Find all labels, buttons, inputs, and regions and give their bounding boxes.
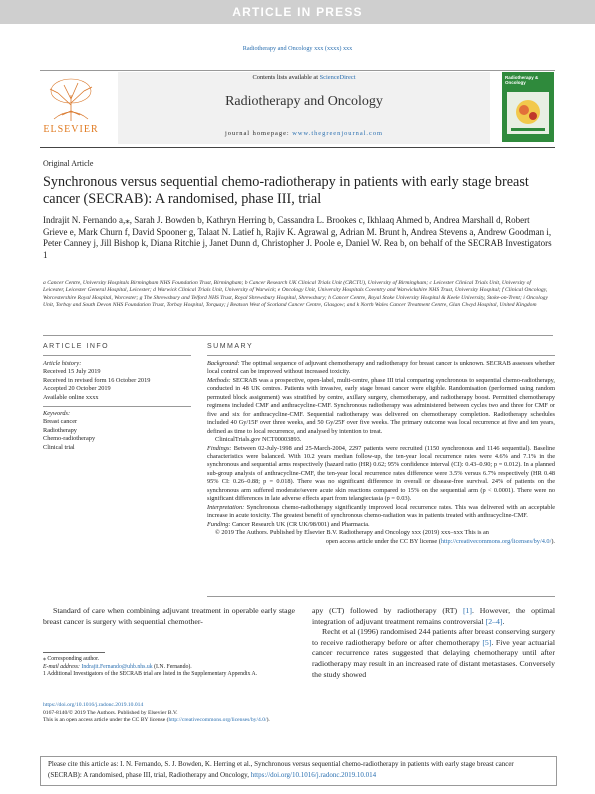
- summary-findings: Findings: Between 02-July-1998 and 25-March-2004, 2297 patients were recruited (1150 synchronous and 1146 sequential). Baseline characteristics were balanced. With 10.2 years median follow-up, the ten-year local recurrence rates were 4.6% and 7.1% in the synchronous and sequential arms respectively (hazard ratio (HR) 0.62; 95% confidence interval (CI): 0.43–0.90; p = 0.012). In a planned sub-group analysis of anthracycline-CMF, the ten-year local recurrence rates difference were 3.5% versus 6.7% respectively (HR 0.48 95% CI: 0.26–0.88; p = 0.018). There was no significant difference in overall or disease-free survival. 24% of patients on the synchronous arm suffered moderate/severe acute skin reactions compared to 15% on the sequential arm (p < 0.0001). There were no significant differences in late adverse effects apart from telangiectasia (p = 0.03).: [207, 444, 555, 503]
- article-type: Original Article: [43, 159, 94, 168]
- body-paragraph: Recht et al (1996) randomised 244 patients after breast conserving surgery to receive radiotherapy before or after chemotherapy [5]. Five year actuarial cancer recurrence rates suggested that delaying chemotherapy until after radiotherapy may result in an increased rate of distant metastases. Conversely the study showed: [312, 627, 555, 679]
- header-top-rule: [40, 70, 555, 71]
- cover-title: Radiotherapy & Oncology: [505, 75, 539, 85]
- article-info-rule: [43, 355, 191, 356]
- email-note: E-mail address: Indrajit.Fernando@uhb.nhs.uk (I.N. Fernando).: [43, 663, 192, 670]
- history-item: Received 15 July 2019: [43, 368, 101, 376]
- footnotes: [43, 656, 295, 679]
- cc-license-link[interactable]: http://creativecommons.org/licenses/by/4.0/: [168, 717, 267, 724]
- summary-bottom-rule: [207, 596, 555, 597]
- keywords-label: Keywords:: [43, 410, 71, 417]
- journal-reference-link[interactable]: Radiotherapy and Oncology xxx (xxxx) xxx: [242, 45, 353, 52]
- author-list: Indrajit N. Fernando a,⁎, Sarah J. Bowden b, Kathryn Herring b, Cassandra L. Brookes c, Ikhlaaq Ahmed b, Andrea Marshall d, Robert Grieve e, Mark Churn f, David Spooner g, Talaat N. Latief h, Rajiv K. Agrawal g, Adrian M. Brunt h, Andrea Stevens a, Andrew Goodman i, Peter Canney j, Jill Bishop k, Diana Ritchie j, Janet Dunn d, Christopher J. Poole e, Daniel W. Rea b, on behalf of the SECRAB Investigators 1: [43, 215, 552, 260]
- affiliations-rule: [43, 335, 553, 336]
- reference-link[interactable]: [1]: [462, 606, 473, 615]
- summary-funding: Funding: Cancer Research UK (CR UK/98/001) and Pharmacia.: [207, 520, 370, 528]
- article-in-press-banner: ARTICLE IN PRESS: [0, 0, 595, 24]
- header-bottom-rule: [40, 147, 555, 148]
- reference-link[interactable]: [5]: [482, 637, 492, 647]
- citation-doi-link[interactable]: https://doi.org/10.1016/j.radonc.2019.10.014: [250, 770, 377, 779]
- summary-registration: ClinicalTrials.gov NCT00003893.: [215, 436, 302, 444]
- article-title: Synchronous versus sequential chemo-radiotherapy in patients with early stage breast cancer (SECRAB): A randomised, phase III, trial: [43, 174, 529, 207]
- investigators-note: 1 Additional Investigators of the SECRAB trial are listed in the Supplementary Appendix A.: [43, 671, 258, 678]
- doi-link[interactable]: https://doi.org/10.1016/j.radonc.2019.10.014: [43, 702, 144, 708]
- corresponding-author-note: ⁎ Corresponding author.: [43, 656, 100, 662]
- cover-artwork: [507, 92, 549, 134]
- journal-homepage-line: journal homepage: www.thegreenjournal.com: [224, 130, 384, 137]
- article-history: [43, 360, 191, 402]
- publication-info: [43, 702, 343, 725]
- footnote-rule: [43, 652, 105, 653]
- history-label: Article history:: [43, 360, 82, 367]
- summary-methods: Methods: SECRAB was a prospective, open-label, multi-centre, phase III trial comparing synchronous to sequential chemo-radiotherapy, conducted in 48 UK centres. Patients with invasive, early stage breast cancer were eligible. Randomisation (performed using random permuted block assignment) was stratified by centre, axillary surgery, chemotherapy, and radiotherapy boost. Permitted chemotherapy regimens included CMF and anthracycline-CMF. Synchronous radiotherapy was administered between cycles two and three for CMF or five and six for anthracycline-CMF. Sequential radiotherapy was delivered on chemotherapy completion. Radiotherapy schedules included 40 Gy/15F over three weeks, and 50 Gy/25F over five weeks. The primary outcome was local recurrence at five and ten years, defined as time to local recurrence, and analysed by intention to treat.: [207, 376, 555, 435]
- cc-by-license-link[interactable]: http://creativecommons.org/licenses/by/4.0/: [440, 537, 552, 545]
- keywords-rule: [43, 406, 191, 407]
- summary-rule: [207, 355, 555, 356]
- keyword: Clinical trial: [43, 443, 75, 451]
- history-item: Accepted 20 October 2019: [43, 385, 111, 393]
- sciencedirect-link[interactable]: ScienceDirect: [319, 74, 356, 81]
- issn-line: 0167-8140/© 2019 The Authors. Published by Elsevier B.V.: [43, 709, 178, 716]
- keywords: [43, 410, 191, 452]
- contents-available-line: Contents lists available at ScienceDirect: [252, 74, 356, 81]
- author-email-link[interactable]: Indrajit.Fernando@uhb.nhs.uk: [81, 663, 153, 670]
- affiliations: a Cancer Centre, University Hospitals Birmingham NHS Foundation Trust, Birmingham; b Cancer Research UK Clinical Trials Unit (CRCTU), University of Birmingham; c Leicester Clinical Trials Unit, University of Leicester, Leicester General Hospital, Leicester; d Warwick Clinical Trials Unit, University of Warwick; e Oncology Unit, University Hospitals Coventry and Warwickshire NHS Trust, University Hospital; f Clinical Oncology, Worcestershire Royal Hospital, Worcester; g The Shrewsbury and Telford NHS Trust, Royal Shrewsbury Hospital, Shrewsbury; h Cancer Centre, Royal Stoke University Hospital & Keele University, Stoke-on-Trent; i Oncology Unit, Torbay and South Devon NHS Foundation Trust, Torbay Hospital, Torquay; j Beatson West of Scotland Cancer Centre, Glasgow; and k North Wales Cancer Treatment Centre, Glan Clwyd Hospital, United Kingdom: [43, 280, 548, 308]
- history-item: Received in revised form 16 October 2019: [43, 376, 151, 384]
- keyword: Breast cancer: [43, 418, 78, 426]
- keyword: Radiotherapy: [43, 426, 77, 434]
- body-left-column: Standard of care when combining adjuvant treatment in operable early stage breast cancer is surgery with sequential chemother-: [43, 606, 295, 626]
- body-paragraph: apy (CT) followed by radiotherapy (RT) [1]. However, the optimal integration of adjuvant treatment remains controversial [2–4].: [312, 606, 555, 626]
- summary-abstract: [207, 360, 555, 546]
- reference-link[interactable]: [2–4]: [485, 616, 503, 626]
- keyword: Chemo-radiotherapy: [43, 435, 96, 443]
- summary-license: open access article under the CC BY license (http://creativecommons.org/licenses/by/4.0/).: [325, 537, 555, 545]
- article-info-heading: ARTICLE INFO: [43, 343, 110, 350]
- publisher-name: ELSEVIER: [43, 124, 99, 135]
- journal-homepage-link[interactable]: www.thegreenjournal.com: [292, 130, 384, 137]
- citation-text: Please cite this article as: I. N. Fernando, S. J. Bowden, K. Herring et al., Synchronous versus sequential chemo-radiotherapy in patients with early stage breast cancer (SECRAB): A randomised, phase III, trial, Radiotherapy and Oncology, https://doi.org/10.1016/j.radonc.2019.10.014: [48, 760, 514, 779]
- journal-title: Radiotherapy and Oncology: [225, 94, 383, 109]
- summary-background: Background: The optimal sequence of adjuvant chemotherapy and radiotherapy for breast cancer is unknown. SECRAB assesses whether local control can be improved without increased toxicity.: [207, 360, 555, 376]
- open-access-line: This is an open access article under the CC BY license (http://creativecommons.org/licenses/by/4.0/).: [43, 717, 270, 724]
- summary-interpretation: Interpretation: Synchronous chemo-radiotherapy significantly improved local recurrence rates. This was delivered with an acceptable increase in acute toxicity. The greatest benefit of synchronous chemo-radiation was in patients treated with anthracycline-CMF.: [207, 503, 555, 520]
- history-item: Available online xxxx: [43, 393, 99, 401]
- summary-copyright: © 2019 The Authors. Published by Elsevier B.V. Radiotherapy and Oncology xxx (2019) xxx–xxx This is an: [215, 529, 489, 537]
- summary-heading: SUMMARY: [207, 343, 254, 350]
- body-right-column: [312, 606, 555, 680]
